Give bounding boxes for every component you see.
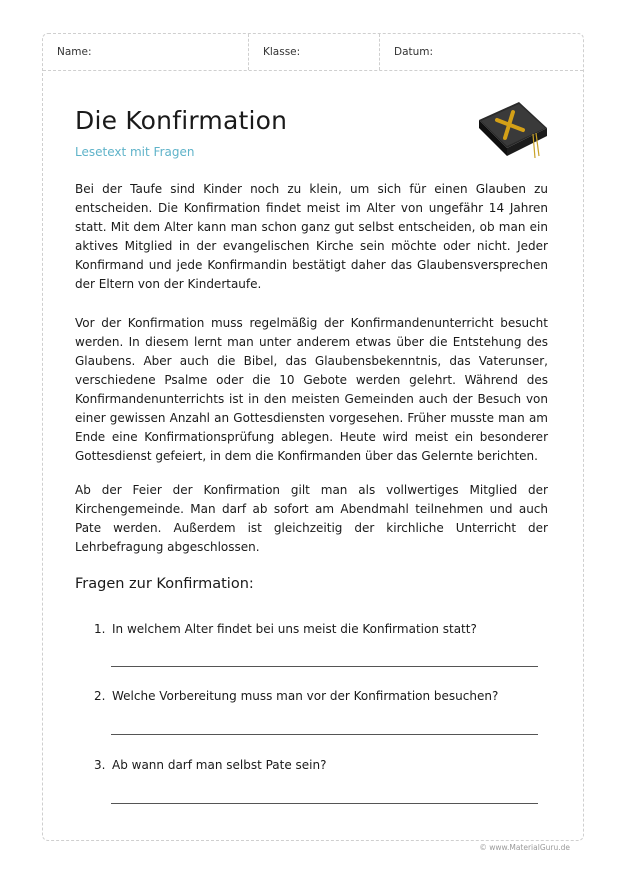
page-subtitle: Lesetext mit Fragen <box>75 145 195 159</box>
paragraph-3: Ab der Feier der Konfirmation gilt man als vollwertiges Mitglied der Kirchengemeinde. Man darf ab sofort am Abendmahl teilnehmen und auch Pate werden. Außerdem ist gleichzeitig der kirchliche Unterricht der Lehrbefragung abgeschlossen. <box>75 483 548 554</box>
answer-line-1[interactable] <box>111 666 538 667</box>
name-field[interactable] <box>43 34 249 70</box>
question-text: Ab wann darf man selbst Pate sein? <box>112 758 327 772</box>
answer-line-3[interactable] <box>111 803 538 804</box>
question-3 <box>94 758 327 772</box>
question-text: In welchem Alter findet bei uns meist die Konfirmation statt? <box>112 622 477 636</box>
question-text: Welche Vorbereitung muss man vor der Konfirmation besuchen? <box>112 689 499 703</box>
klasse-field[interactable] <box>249 34 380 70</box>
bible-icon <box>475 98 551 162</box>
datum-label: Datum: <box>394 46 434 58</box>
page-title: Die Konfirmation <box>75 106 288 135</box>
klasse-label: Klasse: <box>263 46 301 58</box>
questions-heading: Fragen zur Konfirmation: <box>75 576 254 592</box>
question-number: 1. <box>94 622 106 636</box>
paragraph-2: Vor der Konfirmation muss regelmäßig der Konfirmandenunterricht besucht werden. In diesem lernt man unter anderem etwas über die Entstehung des Glaubens. Aber auch die Bibel, das Glaubensbekenntnis, das Vaterunser, verschiedene Psalme oder die 10 Gebote werden gelehrt. Während des Konfirmandenunterrichts ist in den meisten Gemeinden auch der Besuch von einer gewissen Anzahl an Gottesdiensten vorgesehen. Früher musste man am Ende eine Konfirmationsprüfung ablegen. Heute wird meist ein besonderer Gottesdienst gefeiert, in dem die Konfirmanden über das Gelernte berichten. <box>75 316 548 463</box>
worksheet-frame <box>42 33 584 841</box>
answer-line-2[interactable] <box>111 734 538 735</box>
copyright-footer: © www.MaterialGuru.de <box>479 843 570 852</box>
question-number: 3. <box>94 758 106 772</box>
name-label: Name: <box>57 46 92 58</box>
question-2 <box>94 689 498 703</box>
question-1 <box>94 622 477 636</box>
header-row <box>43 34 583 71</box>
paragraph-1: Bei der Taufe sind Kinder noch zu klein, um sich für einen Glauben zu entscheiden. Die Konfirmation findet meist im Alter von ungefähr 14 Jahren statt. Mit dem Alter kann man schon ganz gut selbst entscheiden, ob man ein aktives Mitglied in der evangelischen Kirche sein möchte oder nicht. Jeder Konfirmand und jede Konfirmandin bestätigt daher das Glaubensversprechen der Eltern von der Kindertaufe. <box>75 182 548 291</box>
question-number: 2. <box>94 689 106 703</box>
datum-field[interactable] <box>380 34 583 70</box>
